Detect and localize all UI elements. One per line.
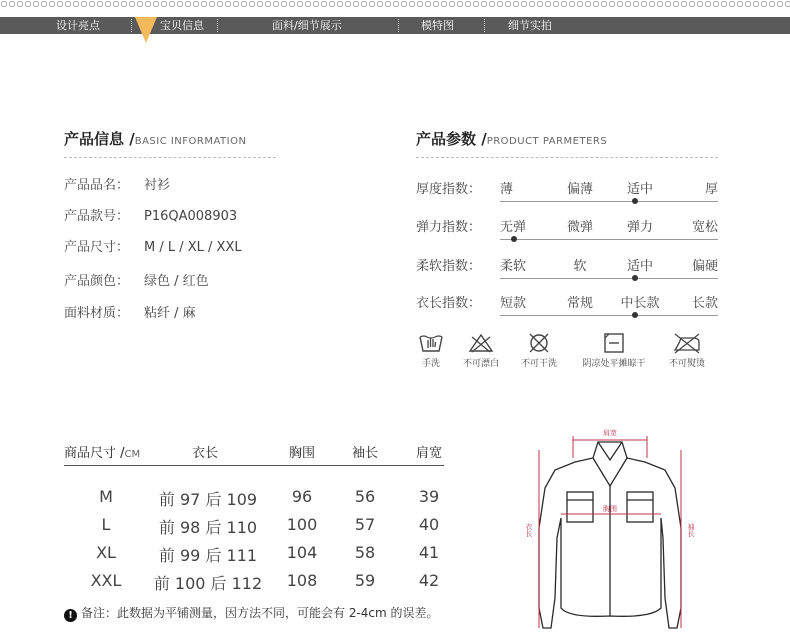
size-cell-shoulder: 39 <box>418 487 440 506</box>
size-cell-shoulder: 40 <box>418 515 440 534</box>
nav-divider <box>484 19 485 32</box>
no-bleach-icon <box>467 332 495 354</box>
size-cell-length: 前 100 后 112 <box>153 574 263 593</box>
info-label: 产品款号： <box>64 209 130 224</box>
param-option: 薄 <box>500 182 514 197</box>
col-shoulder: 肩宽 <box>415 446 442 461</box>
note-text: 备注：此数据为平铺测量，因方法不同，可能会有 2-4cm 的误差。 <box>81 606 439 620</box>
param-option: 中长款 <box>620 296 660 311</box>
info-label: 产品品名： <box>64 178 130 193</box>
nav-item-fabric[interactable]: 面料/细节展示 <box>272 19 342 32</box>
size-cell-size: L <box>101 515 111 534</box>
exclamation-icon: ! <box>64 609 77 622</box>
param-indicator-dot <box>632 198 638 204</box>
hand-wash-icon <box>418 332 444 354</box>
params-title <box>416 128 607 149</box>
length-label: 衣长 <box>525 523 533 537</box>
param-option: 微弹 <box>566 220 593 235</box>
info-value: M / L / XL / XXL <box>144 240 242 255</box>
info-value: 绿色 / 红色 <box>144 274 209 289</box>
params-title-en: PRODUCT PARMETERS <box>486 136 608 147</box>
care-no-dry-clean <box>516 332 562 369</box>
care-no-bleach <box>458 332 504 369</box>
param-indicator-dot <box>632 312 638 318</box>
size-cell-sleeve: 59 <box>354 571 376 590</box>
care-hand-wash <box>414 332 448 369</box>
size-cell-shoulder: 41 <box>418 543 440 562</box>
nav-item-model[interactable]: 模特图 <box>421 19 454 32</box>
info-title-en: BASIC INFORMATION <box>134 136 247 147</box>
size-cell-size: XXL <box>90 571 122 590</box>
info-title <box>64 128 246 149</box>
param-label: 弹力指数： <box>416 220 482 235</box>
size-note <box>64 604 439 622</box>
param-option: 长款 <box>691 296 718 311</box>
param-option: 偏薄 <box>566 182 593 197</box>
param-scale-line <box>500 201 718 202</box>
size-table-header <box>64 442 140 461</box>
size-cell-size: M <box>99 487 113 506</box>
care-flat-dry <box>573 332 655 369</box>
decorative-border <box>0 0 790 8</box>
shoulder-label: 肩宽 <box>603 429 617 437</box>
size-cell-chest: 104 <box>286 543 318 562</box>
size-header-label: 商品尺寸 / <box>64 446 125 461</box>
sleeve-label: 袖长 <box>687 523 695 537</box>
param-label: 柔软指数： <box>416 259 482 274</box>
divider <box>416 157 718 158</box>
care-label: 阴凉处平摊晾干 <box>582 359 646 369</box>
params-title-zh: 产品参数 / <box>416 130 487 148</box>
param-scale-line <box>500 278 718 279</box>
size-cell-chest: 108 <box>286 571 318 590</box>
col-length: 衣长 <box>191 446 218 461</box>
care-label: 不可干洗 <box>520 359 557 369</box>
size-cell-length: 前 98 后 110 <box>158 518 258 537</box>
nav-item-design[interactable]: 设计亮点 <box>56 19 100 32</box>
flat-dry-shade-icon <box>601 332 627 354</box>
info-row-color <box>64 270 209 289</box>
chest-label: 胸围 <box>603 505 617 513</box>
param-option: 短款 <box>500 296 527 311</box>
nav-divider <box>398 19 399 32</box>
param-option: 软 <box>573 259 587 274</box>
no-iron-icon <box>671 332 703 354</box>
divider <box>64 157 276 158</box>
param-option: 适中 <box>626 259 653 274</box>
care-label: 不可熨烫 <box>668 359 705 369</box>
col-chest: 胸围 <box>288 446 315 461</box>
size-cell-shoulder: 42 <box>418 571 440 590</box>
param-option: 适中 <box>626 182 653 197</box>
nav-divider <box>217 19 218 32</box>
param-option: 厚 <box>704 182 718 197</box>
size-header-unit: CM <box>124 449 141 460</box>
info-value: 粘纤 / 麻 <box>144 306 196 321</box>
info-label: 产品颜色： <box>64 274 130 289</box>
care-label: 不可漂白 <box>462 359 499 369</box>
size-cell-chest: 100 <box>286 515 318 534</box>
size-cell-length: 前 97 后 109 <box>158 490 258 509</box>
param-scale-line <box>500 239 718 240</box>
nav-item-detail[interactable]: 细节实拍 <box>508 19 552 32</box>
size-cell-sleeve: 57 <box>354 515 376 534</box>
param-option: 柔软 <box>500 259 527 274</box>
info-row-material <box>64 302 196 321</box>
param-option: 宽松 <box>691 220 718 235</box>
param-option: 无弹 <box>500 220 527 235</box>
size-cell-length: 前 99 后 111 <box>158 546 258 565</box>
nav-item-info[interactable]: 宝贝信息 <box>160 19 204 32</box>
info-row-size <box>64 236 242 255</box>
info-title-zh: 产品信息 / <box>64 130 135 148</box>
param-label: 厚度指数： <box>416 182 482 197</box>
col-sleeve: 袖长 <box>351 446 378 461</box>
size-cell-sleeve: 56 <box>354 487 376 506</box>
info-label: 产品尺寸： <box>64 240 130 255</box>
info-label: 面料材质： <box>64 306 130 321</box>
no-dry-clean-icon <box>526 332 552 354</box>
info-row-code <box>64 205 237 224</box>
care-no-iron <box>664 332 710 369</box>
param-indicator-dot <box>511 236 517 242</box>
param-label: 衣长指数： <box>416 296 482 311</box>
nav-bar <box>0 17 790 34</box>
size-cell-sleeve: 58 <box>354 543 376 562</box>
param-option: 偏硬 <box>691 259 718 274</box>
active-nav-marker <box>135 17 157 43</box>
param-option: 弹力 <box>626 220 653 235</box>
param-indicator-dot <box>632 275 638 281</box>
info-row-name <box>64 174 170 193</box>
care-label: 手洗 <box>421 359 440 369</box>
shirt-outline <box>539 442 681 628</box>
info-value: P16QA008903 <box>144 209 238 224</box>
table-divider <box>64 465 444 466</box>
size-cell-chest: 96 <box>291 487 313 506</box>
info-value: 衬衫 <box>144 178 171 193</box>
size-cell-size: XL <box>96 543 116 562</box>
shirt-measurement-diagram <box>515 418 705 642</box>
param-option: 常规 <box>566 296 593 311</box>
param-scale-line <box>500 315 718 316</box>
nav-divider <box>131 19 132 32</box>
